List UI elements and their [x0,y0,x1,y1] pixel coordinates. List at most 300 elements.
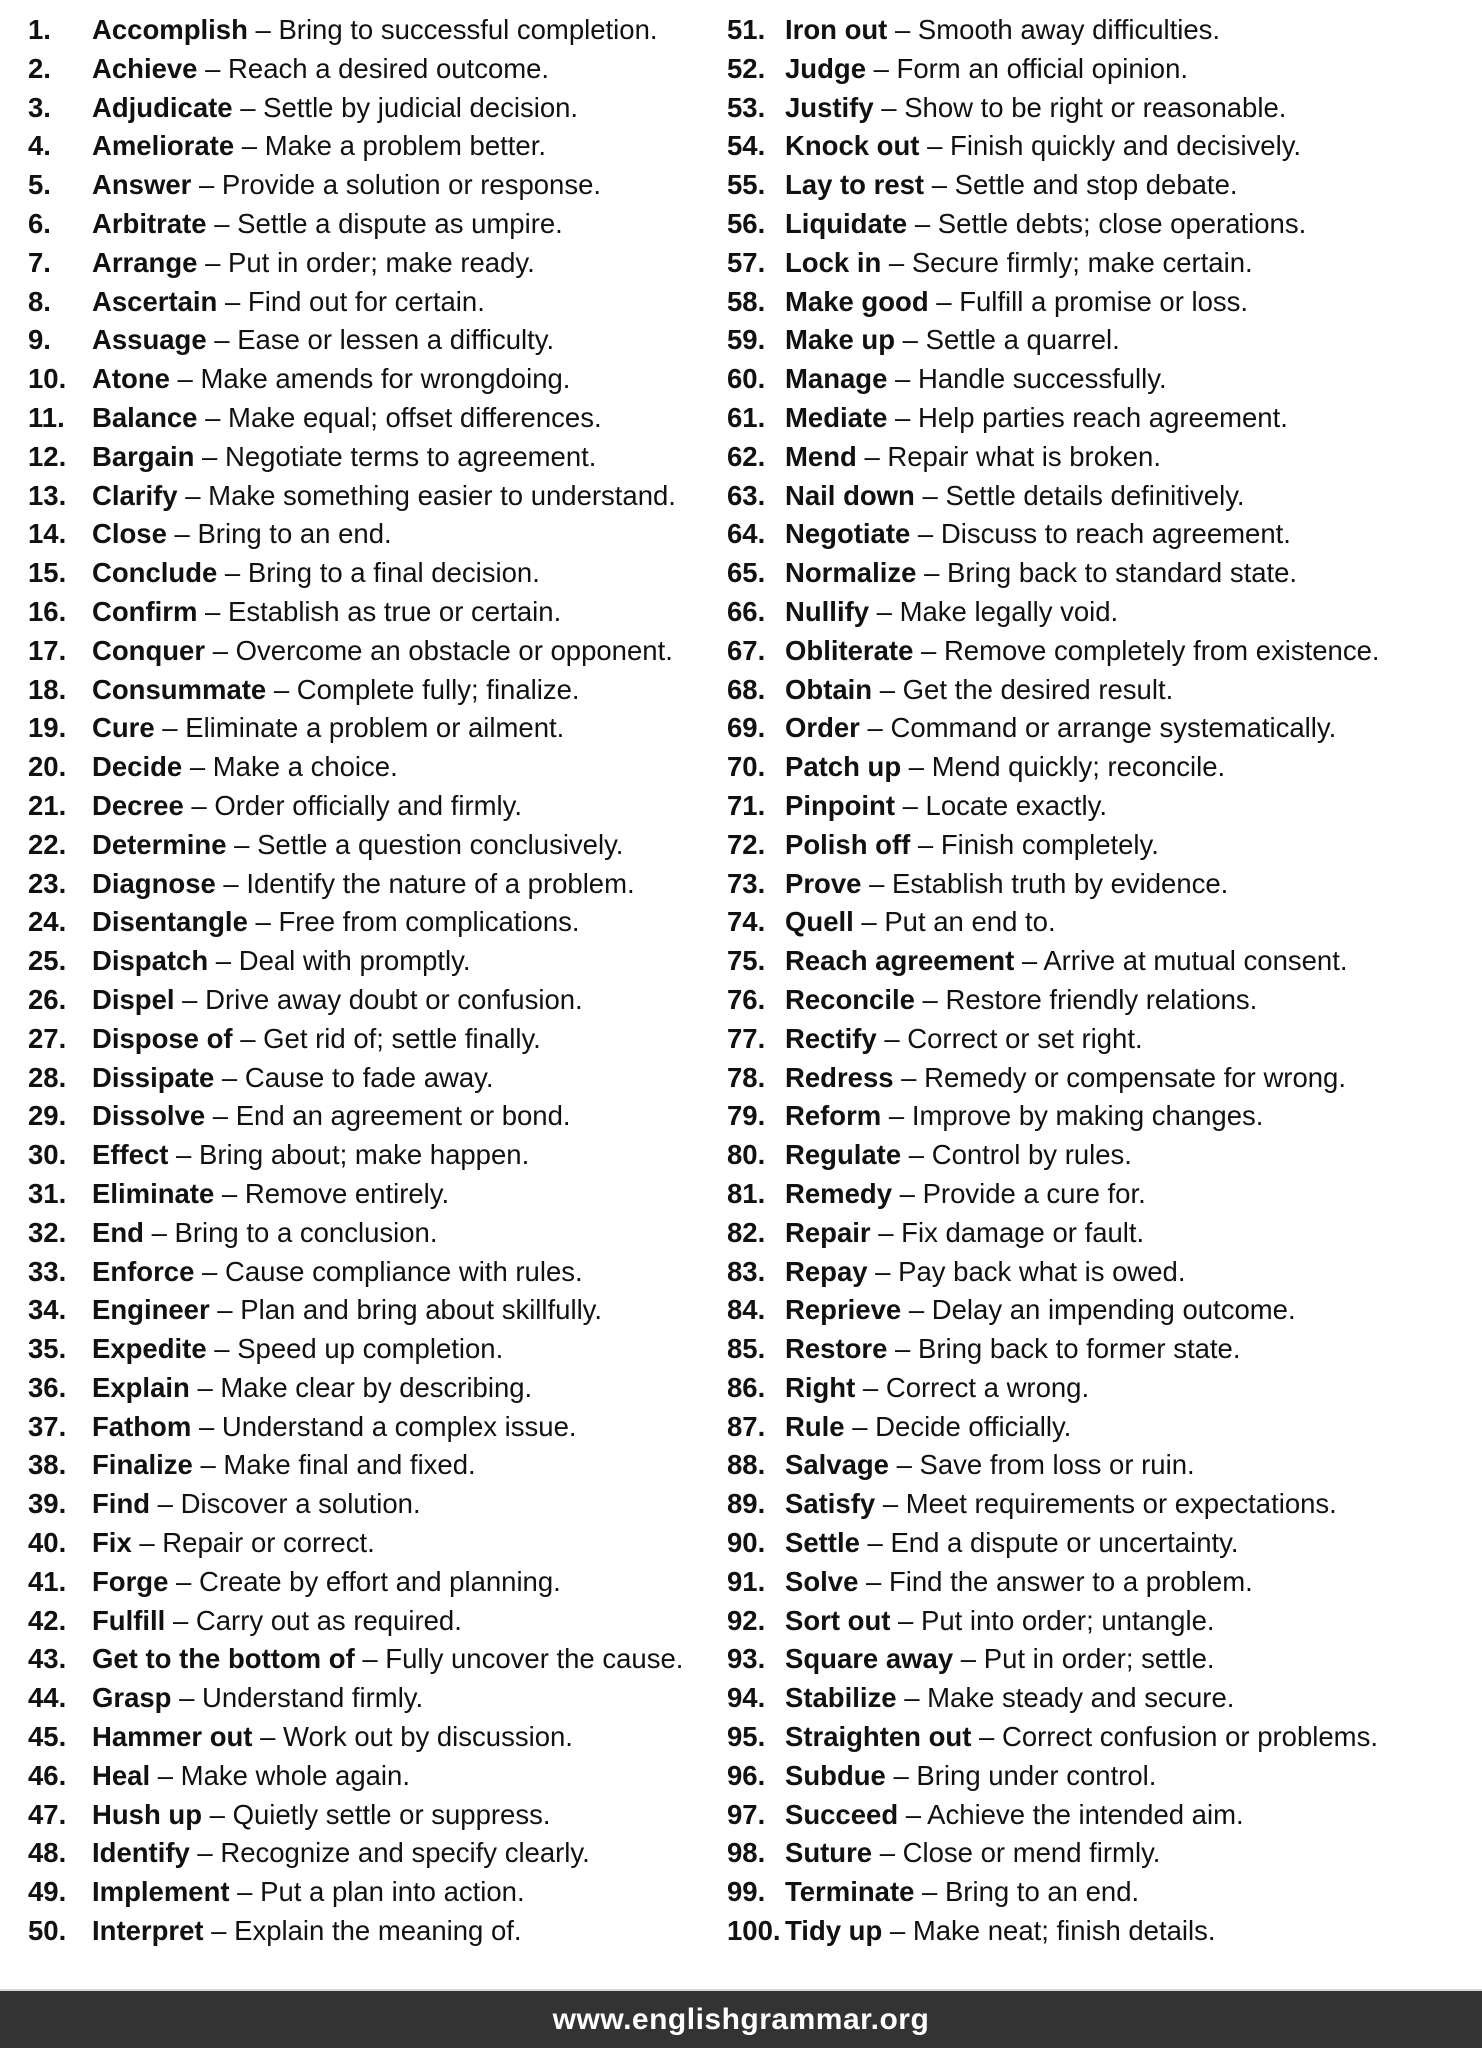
list-item [727,89,1482,128]
item-word: Determine [92,828,227,860]
item-word: Restore [785,1333,888,1365]
item-definition: – Fully uncover the cause. [354,1643,684,1675]
item-word: Obtain [785,673,873,705]
item-text [92,826,623,865]
list-item [727,244,1482,283]
item-number: 80. [727,1139,766,1171]
item-text [785,321,1120,360]
item-word: Disentangle [92,906,248,938]
item-text [92,1253,583,1292]
list-item [28,1602,727,1641]
item-text [92,1330,503,1369]
list-item [727,748,1482,787]
item-text [785,205,1306,244]
item-number: 85. [727,1333,766,1365]
item-definition: – Arrive at mutual consent. [1014,945,1348,977]
list-item [28,554,727,593]
item-word: Make good [785,285,929,317]
item-number: 90. [727,1527,766,1559]
list-item [727,50,1482,89]
item-number: 10. [28,363,67,395]
item-text [785,1873,1139,1912]
item-word: Consummate [92,673,267,705]
list-item [727,1640,1482,1679]
item-word: Accomplish [92,14,248,45]
item-number: 97. [727,1798,766,1830]
item-word: Polish off [785,828,911,860]
item-definition: – Make final and fixed. [192,1449,476,1481]
item-number: 15. [28,557,67,589]
item-number: 59. [727,324,766,356]
item-text [785,1640,1215,1679]
item-number: 25. [28,945,67,977]
item-definition: – Complete fully; finalize. [266,673,580,705]
list-item [727,127,1482,166]
item-definition: – Free from complications. [247,906,580,938]
footer-bar [0,1989,1482,2048]
item-text [92,283,485,322]
item-word: Dispatch [92,945,209,977]
item-number: 71. [727,789,766,821]
item-word: Regulate [785,1139,902,1171]
list-item [28,50,727,89]
item-definition: – Save from loss or ruin. [888,1449,1195,1481]
list-item [28,1485,727,1524]
item-definition: – Put in order; make ready. [197,246,535,278]
item-number: 99. [727,1876,766,1908]
item-number: 79. [727,1100,766,1132]
item-word: Ameliorate [92,130,235,162]
list-item [28,748,727,787]
item-text [92,1291,602,1330]
item-number: 1. [28,14,51,45]
item-text [92,1679,423,1718]
item-word: Square away [785,1643,954,1675]
item-text [92,1796,551,1835]
item-number: 89. [727,1488,766,1520]
item-text [92,554,540,593]
item-definition: – End an agreement or bond. [205,1100,571,1132]
item-text [92,903,580,942]
item-word: Manage [785,363,888,395]
item-definition: – Plan and bring about skillfully. [209,1294,603,1326]
item-text [92,1059,494,1098]
item-text [785,283,1248,322]
list-item [28,1020,727,1059]
item-text [785,981,1257,1020]
list-item [727,321,1482,360]
list-item [727,1796,1482,1835]
item-text [785,515,1291,554]
list-item [727,1136,1482,1175]
list-item [28,166,727,205]
list-item [727,1718,1482,1757]
item-word: End [92,1216,144,1248]
list-item [727,1446,1482,1485]
item-word: Heal [92,1759,151,1791]
item-text [92,787,522,826]
item-word: Fathom [92,1410,192,1442]
item-text [785,1291,1296,1330]
item-definition: – Settle a quarrel. [895,324,1120,356]
item-definition: – Smooth away difficulties. [887,14,1221,45]
item-definition: – Secure firmly; make certain. [881,246,1253,278]
item-text [92,166,601,205]
item-definition: – Repair or correct. [131,1527,375,1559]
item-definition: – Pay back what is owed. [867,1255,1186,1287]
item-definition: – Recognize and specify clearly. [189,1837,590,1869]
item-number: 51. [727,14,766,45]
list-item [28,593,727,632]
item-number: 73. [727,867,766,899]
list-item [28,360,727,399]
item-number: 31. [28,1177,67,1209]
item-text [92,593,561,632]
item-text [785,399,1288,438]
list-item [28,1097,727,1136]
item-text [785,1602,1215,1641]
item-text [92,632,673,671]
item-number: 43. [28,1643,67,1675]
list-item [727,205,1482,244]
item-number: 28. [28,1061,67,1093]
list-item [727,1524,1482,1563]
item-definition: – Put an end to. [853,906,1056,938]
item-definition: – Settle and stop debate. [924,169,1238,201]
item-text [785,1912,1216,1951]
list-item [28,1330,727,1369]
item-text [785,1175,1146,1214]
item-number: 46. [28,1759,67,1791]
item-text [92,360,570,399]
item-word: Nail down [785,479,915,511]
item-text [785,671,1173,710]
item-text [92,205,563,244]
item-number: 9. [28,324,51,356]
item-number: 12. [28,440,67,472]
item-number: 38. [28,1449,67,1481]
item-word: Hammer out [92,1721,253,1753]
list-item [727,1485,1482,1524]
item-word: Answer [92,169,192,201]
item-number: 6. [28,207,51,239]
item-word: Tidy up [785,1915,883,1947]
item-text [92,748,398,787]
list-item [727,593,1482,632]
item-number: 56. [727,207,766,239]
list-item [28,283,727,322]
item-number: 78. [727,1061,766,1093]
item-definition: – Bring to a final decision. [217,557,540,589]
item-text [785,89,1286,128]
list-item [28,477,727,516]
item-number: 14. [28,518,67,550]
list-item [727,1369,1482,1408]
list-item [727,1602,1482,1641]
item-text [92,709,564,748]
item-word: Forge [92,1565,169,1597]
item-number: 19. [28,712,67,744]
item-text [785,1330,1240,1369]
list-item [28,671,727,710]
item-definition: – Drive away doubt or confusion. [174,983,583,1015]
list-item [28,205,727,244]
item-word: Fix [92,1527,132,1559]
item-number: 92. [727,1604,766,1636]
item-definition: – Make legally void. [869,595,1119,627]
item-definition: – Finish completely. [910,828,1159,860]
list-item [28,1291,727,1330]
item-word: Conclude [92,557,218,589]
item-number: 76. [727,983,766,1015]
item-word: Negotiate [785,518,911,550]
item-number: 7. [28,246,51,278]
item-definition: – Mend quickly; reconcile. [901,751,1226,783]
item-number: 36. [28,1371,67,1403]
item-word: Solve [785,1565,859,1597]
list-item [727,671,1482,710]
item-word: Reprieve [785,1294,902,1326]
item-word: Pinpoint [785,789,895,821]
item-word: Reform [785,1100,882,1132]
item-definition: – Make steady and secure. [896,1682,1235,1714]
item-text [92,1602,462,1641]
list-item [28,1563,727,1602]
item-definition: – Bring to a conclusion. [143,1216,438,1248]
item-word: Satisfy [785,1488,876,1520]
list-item [727,1175,1482,1214]
item-text [92,1757,410,1796]
item-definition: – Show to be right or reasonable. [873,91,1287,123]
list-item [28,1834,727,1873]
item-word: Engineer [92,1294,210,1326]
item-word: Patch up [785,751,902,783]
item-definition: – Settle by judicial decision. [232,91,579,123]
item-word: Hush up [92,1798,202,1830]
item-definition: – Make a problem better. [234,130,546,162]
item-definition: – Restore friendly relations. [914,983,1258,1015]
item-text [785,50,1188,89]
item-text [92,865,635,904]
item-word: Make up [785,324,896,356]
item-text [92,1524,375,1563]
list-item [28,1757,727,1796]
item-number: 67. [727,634,766,666]
list-item [28,632,727,671]
item-number: 4. [28,130,51,162]
list-item [28,981,727,1020]
list-item [727,1330,1482,1369]
item-definition: – Handle successfully. [887,363,1167,395]
item-text [785,1485,1337,1524]
item-definition: – Settle a question conclusively. [226,828,624,860]
item-text [92,244,535,283]
item-number: 87. [727,1410,766,1442]
item-number: 2. [28,52,51,84]
item-text [92,671,580,710]
item-definition: – Put in order; settle. [953,1643,1215,1675]
item-number: 88. [727,1449,766,1481]
item-word: Decree [92,789,184,821]
list-item [727,1834,1482,1873]
item-definition: – Remove entirely. [214,1177,450,1209]
item-number: 32. [28,1216,67,1248]
item-word: Decide [92,751,183,783]
list-item [28,787,727,826]
item-text [785,1796,1244,1835]
item-word: Enforce [92,1255,195,1287]
item-text [92,321,554,360]
item-definition: – Correct confusion or problems. [971,1721,1378,1753]
item-definition: – Make neat; finish details. [882,1915,1216,1947]
item-text [92,981,583,1020]
item-definition: – Put a plan into action. [229,1876,525,1908]
item-word: Salvage [785,1449,889,1481]
item-number: 30. [28,1139,67,1171]
item-definition: – Bring to an end. [914,1876,1140,1908]
list-item [28,438,727,477]
item-text [92,942,471,981]
item-text [785,632,1380,671]
item-word: Rectify [785,1022,877,1054]
item-text [92,515,392,554]
item-definition: – Negotiate terms to agreement. [194,440,597,472]
item-number: 48. [28,1837,67,1869]
item-word: Eliminate [92,1177,215,1209]
item-word: Grasp [92,1682,172,1714]
item-word: Assuage [92,324,207,356]
item-number: 86. [727,1371,766,1403]
item-word: Redress [785,1061,894,1093]
item-text [92,1485,421,1524]
item-word: Liquidate [785,207,908,239]
list-item [727,1912,1482,1951]
list-item [727,438,1482,477]
item-text [785,11,1220,50]
item-definition: – Find the answer to a problem. [858,1565,1253,1597]
item-word: Effect [92,1139,169,1171]
list-item [28,89,727,128]
item-text [785,1253,1186,1292]
item-text [92,1912,522,1951]
list-item [727,826,1482,865]
item-number: 94. [727,1682,766,1714]
item-word: Diagnose [92,867,216,899]
list-item [727,554,1482,593]
list-item [727,1059,1482,1098]
item-word: Atone [92,363,170,395]
item-word: Suture [785,1837,873,1869]
list-item [727,1253,1482,1292]
footer-url: www.englishgrammar.org [552,2002,930,2036]
item-number: 26. [28,983,67,1015]
item-word: Stabilize [785,1682,897,1714]
item-word: Obliterate [785,634,914,666]
list-item [28,942,727,981]
item-text [785,166,1238,205]
list-item [727,399,1482,438]
item-definition: – Identify the nature of a problem. [215,867,635,899]
item-word: Straighten out [785,1721,972,1753]
item-definition: – Eliminate a problem or ailment. [154,712,565,744]
item-definition: – Cause to fade away. [214,1061,494,1093]
item-definition: – Put into order; untangle. [890,1604,1215,1636]
item-definition: – Cause compliance with rules. [194,1255,583,1287]
list-item [727,1408,1482,1447]
item-definition: – Make whole again. [150,1759,410,1791]
item-number: 3. [28,91,51,123]
item-word: Prove [785,867,862,899]
item-definition: – Discover a solution. [150,1488,421,1520]
item-text [785,1136,1132,1175]
item-text [92,1369,532,1408]
item-definition: – Remedy or compensate for wrong. [893,1061,1346,1093]
item-text [92,1640,683,1679]
item-definition: – Bring under control. [885,1759,1157,1791]
list-item [727,981,1482,1020]
item-number: 29. [28,1100,67,1132]
word-list [0,11,1482,1951]
item-text [785,826,1159,865]
item-definition: – Command or arrange systematically. [859,712,1337,744]
list-item [727,166,1482,205]
item-number: 39. [28,1488,67,1520]
list-item [727,942,1482,981]
list-item [727,515,1482,554]
item-word: Fulfill [92,1604,166,1636]
item-definition: – Speed up completion. [206,1333,504,1365]
item-number: 60. [727,363,766,395]
list-item [727,632,1482,671]
item-definition: – Improve by making changes. [881,1100,1264,1132]
item-definition: – Repair what is broken. [856,440,1161,472]
item-word: Knock out [785,130,920,162]
item-definition: – Bring about; make happen. [168,1139,530,1171]
item-text [785,709,1336,748]
item-definition: – Meet requirements or expectations. [875,1488,1337,1520]
item-number: 41. [28,1565,67,1597]
item-word: Identify [92,1837,190,1869]
item-text [785,1408,1071,1447]
item-number: 61. [727,401,766,433]
item-word: Bargain [92,440,195,472]
item-number: 58. [727,285,766,317]
item-text [785,244,1253,283]
item-definition: – Make clear by describing. [189,1371,533,1403]
item-definition: – Decide officially. [844,1410,1072,1442]
item-word: Normalize [785,557,917,589]
item-definition: – Settle debts; close operations. [907,207,1307,239]
item-number: 77. [727,1022,766,1054]
list-item [28,865,727,904]
item-word: Cure [92,712,155,744]
list-item [28,127,727,166]
item-definition: – Provide a solution or response. [191,169,602,201]
item-number: 65. [727,557,766,589]
item-text [785,127,1301,166]
list-item [28,321,727,360]
item-definition: – Work out by discussion. [252,1721,573,1753]
item-text [92,1446,476,1485]
item-text [785,942,1348,981]
item-definition: – Find out for certain. [217,285,485,317]
item-text [785,903,1056,942]
item-definition: – Bring to successful completion. [247,14,658,45]
item-number: 95. [727,1721,766,1753]
item-word: Get to the bottom of [92,1643,355,1675]
list-item [28,1446,727,1485]
item-word: Quell [785,906,854,938]
